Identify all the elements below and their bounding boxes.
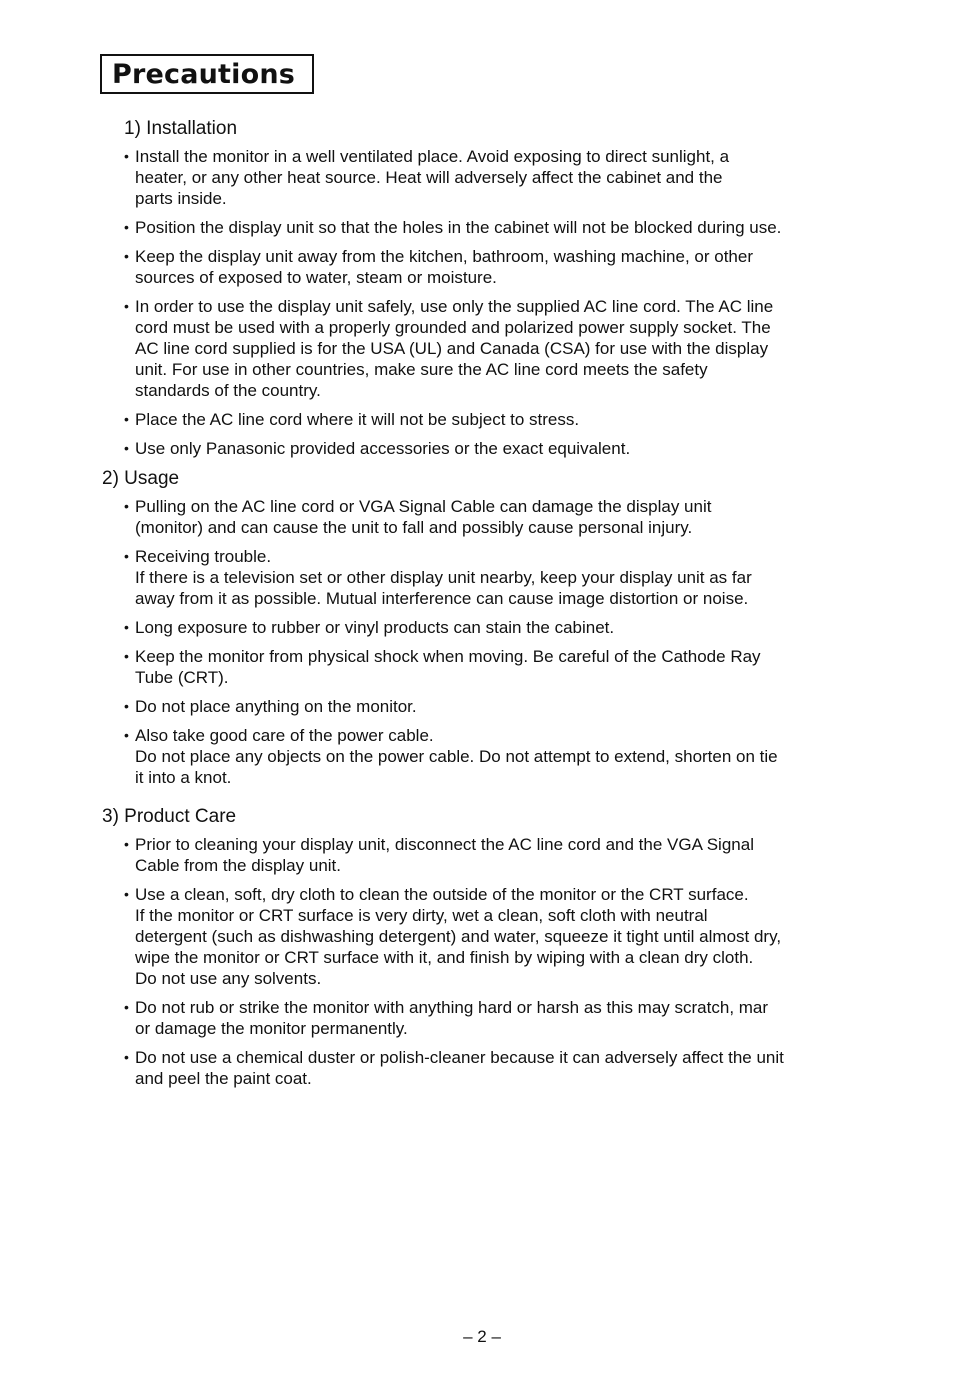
bullet-icon: • [124,999,129,1015]
item-text: heater, or any other heat source. Heat will adversely affect the cabinet and the [135,168,723,187]
item-text: AC line cord supplied is for the USA (UL) and Canada (CSA) for use with the display [135,339,769,358]
item-text: or damage the monitor permanently. [135,1019,408,1038]
section-installation [100,118,880,467]
item-text: it into a knot. [135,768,232,787]
bullet-icon: • [124,440,129,456]
bullet-icon: • [124,1049,129,1065]
item-text: parts inside. [135,189,227,208]
item-text: Do not use a chemical duster or polish-cleaner because it can adversely affect the unit [135,1048,784,1067]
item-text: If there is a television set or other display unit nearby, keep your display unit as far [135,568,752,587]
list-item [100,617,880,638]
bullet-icon: • [124,698,129,714]
section-usage [100,468,880,796]
list-item [100,217,880,238]
item-text: Do not use any solvents. [135,969,322,988]
list-item [100,246,880,288]
item-text: Pulling on the AC line cord or VGA Signal Cable can damage the display unit [135,497,712,516]
item-text: cord must be used with a properly grounded and polarized power supply socket. The [135,318,771,337]
list-item [100,146,880,209]
item-list [100,496,880,788]
bullet-icon: • [124,619,129,635]
item-text: Install the monitor in a well ventilated place. Avoid exposing to direct sunlight, a [135,147,730,166]
item-text: Do not place anything on the monitor. [135,697,417,716]
list-item [100,438,880,459]
item-text: Cable from the display unit. [135,856,341,875]
item-text: Keep the display unit away from the kitchen, bathroom, washing machine, or other [135,247,754,266]
item-text: sources of exposed to water, steam or moisture. [135,268,497,287]
item-text: Do not place any objects on the power cable. Do not attempt to extend, shorten on tie [135,747,778,766]
bullet-icon: • [124,836,129,852]
section-heading: 3) Product Care [102,806,237,827]
item-text: If the monitor or CRT surface is very dirty, wet a clean, soft cloth with neutral [135,906,708,925]
item-text: In order to use the display unit safely, use only the supplied AC line cord. The AC line [135,297,774,316]
page-number: – 2 – [463,1327,501,1346]
item-text: and peel the paint coat. [135,1069,312,1088]
item-text: Use a clean, soft, dry cloth to clean the outside of the monitor or the CRT surface. [135,885,749,904]
list-item [100,409,880,430]
bullet-icon: • [124,498,129,514]
bullet-icon: • [124,298,129,314]
list-item [100,834,880,876]
item-text: Long exposure to rubber or vinyl products can stain the cabinet. [135,618,615,637]
item-list [100,146,880,459]
list-item [100,496,880,538]
item-text: Position the display unit so that the holes in the cabinet will not be blocked during use. [135,218,782,237]
list-item [100,725,880,788]
item-text: Also take good care of the power cable. [135,726,434,745]
list-item [100,646,880,688]
bullet-icon: • [124,648,129,664]
item-text: Prior to cleaning your display unit, disconnect the AC line cord and the VGA Signal [135,835,754,854]
item-text: standards of the country. [135,381,321,400]
item-text: wipe the monitor or CRT surface with it, and finish by wiping with a clean dry cloth. [135,948,754,967]
list-item [100,546,880,609]
list-item [100,997,880,1039]
item-text: Receiving trouble. [135,547,272,566]
item-text: detergent (such as dishwashing detergent) and water, squeeze it tight until almost dry, [135,927,782,946]
bullet-icon: • [124,886,129,902]
page-title: Precautions [112,58,296,90]
item-text: away from it as possible. Mutual interference can cause image distortion or noise. [135,589,749,608]
item-list [100,834,880,1089]
item-text: Use only Panasonic provided accessories or the exact equivalent. [135,439,631,458]
list-item [100,884,880,989]
bullet-icon: • [124,219,129,235]
list-item [100,1047,880,1089]
page-title-box [100,54,314,94]
section-product-care [100,806,880,1097]
item-text: unit. For use in other countries, make sure the AC line cord meets the safety [135,360,708,379]
bullet-icon: • [124,248,129,264]
list-item [100,696,880,717]
bullet-icon: • [124,727,129,743]
section-heading: 1) Installation [124,118,238,139]
item-text: Tube (CRT). [135,668,229,687]
item-text: (monitor) and can cause the unit to fall and possibly cause personal injury. [135,518,693,537]
item-text: Do not rub or strike the monitor with anything hard or harsh as this may scratch, mar [135,998,769,1017]
bullet-icon: • [124,411,129,427]
item-text: Place the AC line cord where it will not be subject to stress. [135,410,580,429]
item-text: Keep the monitor from physical shock when moving. Be careful of the Cathode Ray [135,647,761,666]
list-item [100,296,880,401]
bullet-icon: • [124,548,129,564]
bullet-icon: • [124,148,129,164]
section-heading: 2) Usage [102,468,180,489]
